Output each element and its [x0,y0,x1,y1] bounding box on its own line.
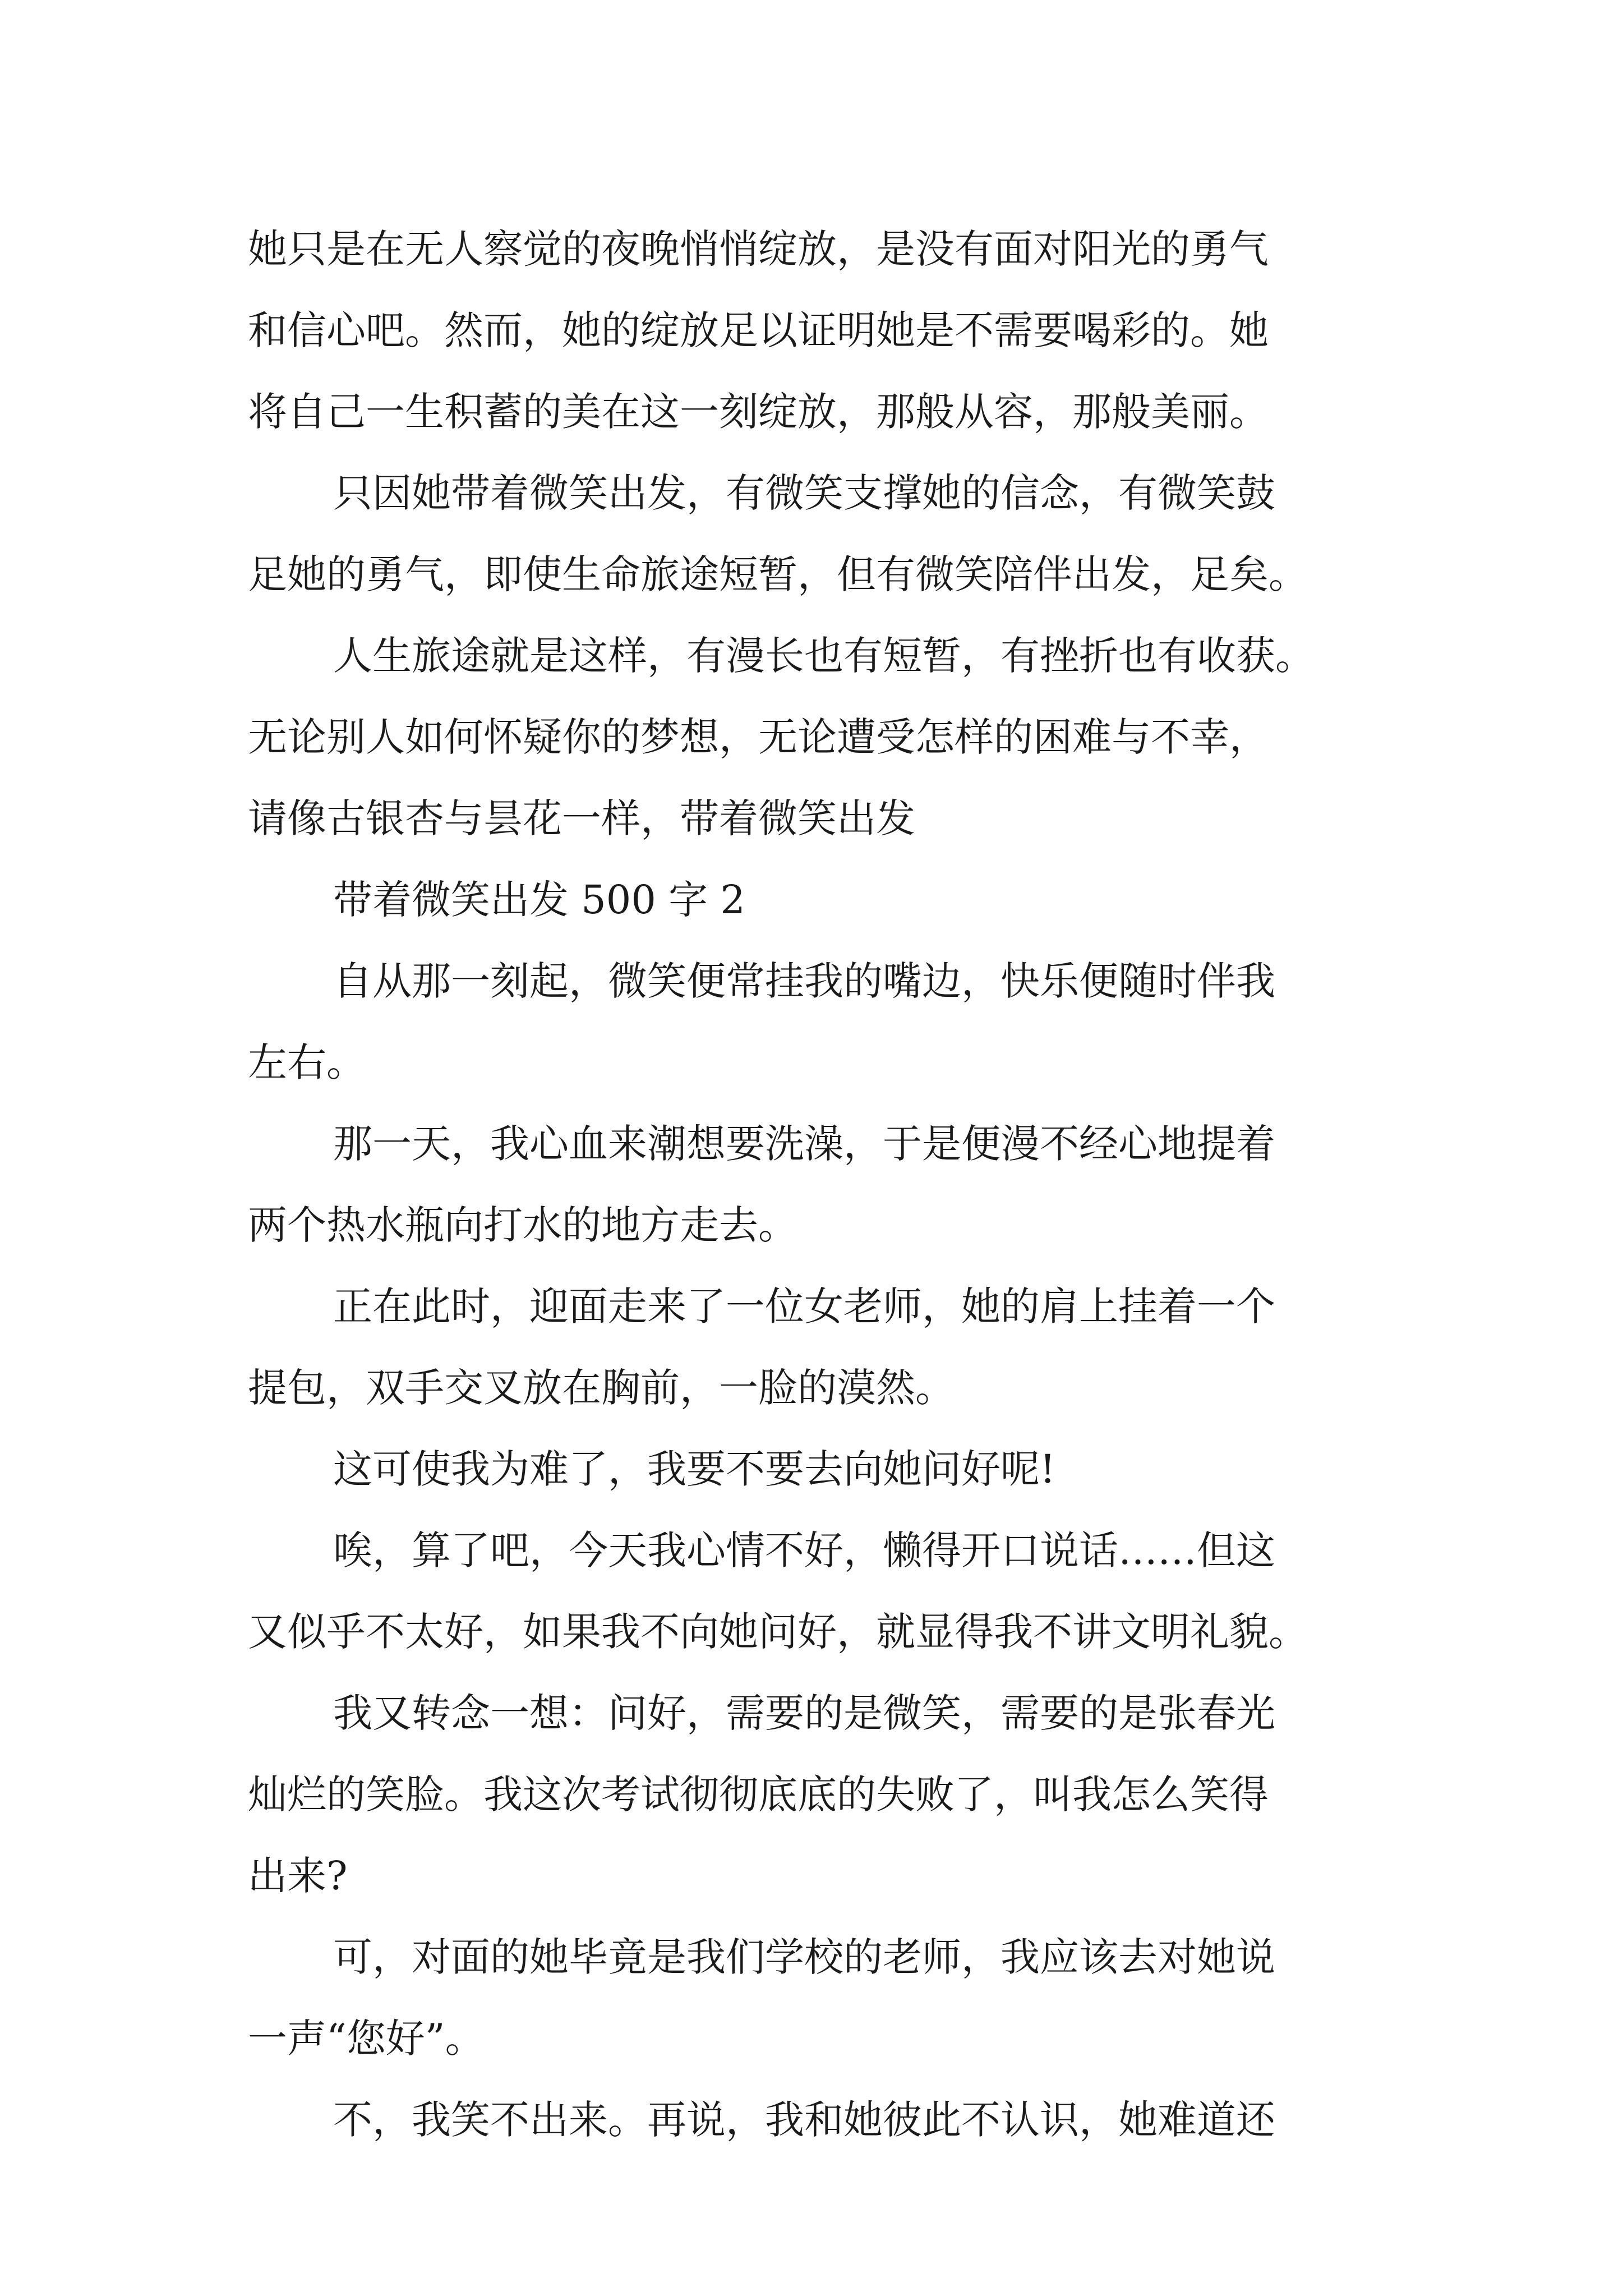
text-line: 那一天，我心血来潮想要洗澡，于是便漫不经心地提着 [333,1121,1275,1167]
document-body [248,209,1392,2161]
text-line: 和信心吧。然而，她的绽放足以证明她是不需要喝彩的。她 [248,307,1269,353]
text-line: 我又转念一想：问好，需要的是微笑，需要的是张春光 [333,1690,1275,1736]
text-line: 带着微笑出发 500 字 2 [333,877,745,923]
text-line: 又似乎不太好，如果我不向她问好，就显得我不讲文明礼貌。 [248,1609,1308,1655]
text-line: 提包，双手交叉放在胸前，一脸的漠然。 [248,1365,955,1411]
text-line: 两个热水瓶向打水的地方走去。 [248,1202,797,1248]
text-line: 她只是在无人察觉的夜晚悄悄绽放，是没有面对阳光的勇气 [248,226,1269,272]
text-line: 灿烂的笑脸。我这次考试彻彻底底的失败了，叫我怎么笑得 [248,1772,1269,1818]
text-line: 人生旅途就是这样，有漫长也有短暂，有挫折也有收获。 [333,633,1315,679]
text-line: 左右。 [248,1039,366,1085]
text-line: 这可使我为难了，我要不要去向她问好呢! [333,1446,1056,1492]
text-line: 出来? [248,1853,348,1899]
text-line: 请像古银杏与昙花一样，带着微笑出发 [248,795,915,841]
text-line: 一声“您好”。 [248,2016,485,2062]
text-line: 唉，算了吧，今天我心情不好，懒得开口说话……但这 [333,1527,1275,1573]
text-line: 足她的勇气，即使生命旅途短暂，但有微笑陪伴出发，足矣。 [248,551,1308,597]
text-line: 自从那一刻起，微笑便常挂我的嘴边，快乐便随时伴我 [333,958,1275,1004]
text-line: 不，我笑不出来。再说，我和她彼此不认识，她难道还 [333,2097,1275,2143]
text-line: 无论别人如何怀疑你的梦想，无论遭受怎样的困难与不幸， [248,714,1269,760]
text-line: 只因她带着微笑出发，有微笑支撑她的信念，有微笑鼓 [333,470,1275,516]
text-line: 可，对面的她毕竟是我们学校的老师，我应该去对她说 [333,1934,1275,1980]
text-line: 将自己一生积蓄的美在这一刻绽放，那般从容，那般美丽。 [248,389,1269,435]
text-line: 正在此时，迎面走来了一位女老师，她的肩上挂着一个 [333,1283,1275,1329]
